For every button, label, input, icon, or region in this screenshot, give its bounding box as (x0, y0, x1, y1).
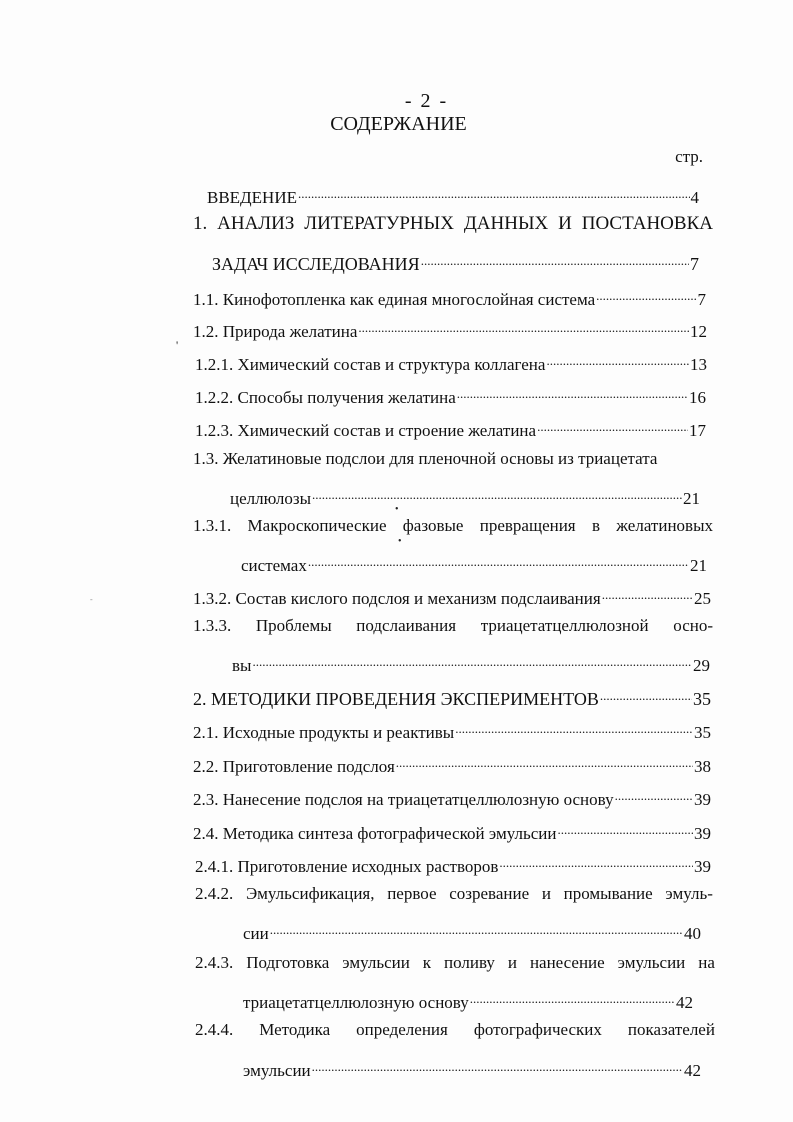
toc-word: осно- (673, 616, 713, 635)
toc-leader-dots (537, 412, 688, 436)
toc-entry-1-3-1-line2 (241, 547, 707, 575)
toc-entry-page: 35 (693, 689, 711, 709)
toc-leader-dots (596, 281, 696, 305)
toc-entry-1-1 (193, 281, 706, 309)
toc-word: 2.4.2. (195, 884, 234, 903)
toc-word: Подготовка (246, 953, 330, 972)
toc-word: триацетатцеллюлозной (480, 616, 649, 635)
toc-entry-page: 38 (694, 757, 711, 776)
toc-leader-dots (455, 714, 693, 738)
toc-word: Проблемы (255, 616, 332, 635)
toc-entry-text: 1.3.2. Состав кислого подслоя и механизм подслаивания (193, 589, 601, 608)
toc-entry-page: 25 (694, 589, 711, 608)
toc-word: 1.3.1. (193, 516, 232, 535)
toc-word: 1.3.3. (193, 616, 232, 635)
toc-entry-text: 1.2. Природа желатина (193, 322, 358, 341)
page-number: - 2 - (404, 90, 449, 112)
toc-word: Эмульсификация, (245, 884, 375, 903)
toc-entry-text: эмульсии (243, 1061, 311, 1080)
toc-entry-text: сии (243, 924, 269, 943)
toc-entry-text: целлюлозы (230, 489, 312, 508)
toc-word: первое (387, 884, 437, 903)
toc-leader-dots (600, 681, 692, 705)
toc-leader-dots (396, 748, 693, 772)
toc-leader-dots (252, 647, 692, 671)
toc-word: ПОСТАНОВКА (581, 213, 713, 234)
toc-entry-2-4-3-line1 (195, 951, 715, 975)
toc-word: фазовые (402, 516, 464, 535)
toc-entry-text: триацетатцеллюлозную основу (243, 993, 469, 1012)
toc-entry-text: 2. МЕТОДИКИ ПРОВЕДЕНИЯ ЭКСПЕРИМЕНТОВ (193, 689, 599, 709)
toc-entry-page: 21 (683, 489, 700, 508)
toc-entry-1-3-2 (193, 580, 711, 608)
toc-entry-1-3-1-line1 (193, 514, 713, 538)
toc-leader-dots (358, 313, 689, 337)
toc-word: фотографических (473, 1020, 602, 1039)
toc-word: созревание (449, 884, 530, 903)
toc-entry-1-3-line1 (193, 447, 713, 471)
toc-word: эмуль- (665, 884, 713, 903)
toc-word: АНАЛИЗ (217, 213, 295, 234)
toc-entry-page: 4 (690, 188, 699, 207)
toc-leader-dots (602, 580, 693, 604)
toc-entry-text: 2.4.1. Приготовление исходных растворов (195, 857, 499, 876)
toc-entry-2-4-4-line1 (195, 1018, 715, 1042)
toc-entry-page: 29 (693, 656, 710, 675)
toc-word: в (591, 516, 600, 535)
toc-entry-2-2 (193, 748, 711, 776)
toc-entry-1-2-2 (195, 379, 706, 407)
toc-entry-text: 2.1. Исходные продукты и реактивы (193, 723, 455, 742)
toc-word: 1. (193, 213, 208, 234)
toc-entry-2-3 (193, 781, 711, 809)
toc-entry-s1-line2 (212, 246, 699, 274)
toc-leader-dots (312, 480, 682, 504)
toc-entry-1-2-1 (195, 346, 707, 374)
toc-entry-page: 40 (684, 924, 701, 943)
toc-word: эмульсии (617, 953, 686, 972)
toc-entry-page: 39 (694, 824, 711, 843)
toc-word: ДАННЫХ (463, 213, 549, 234)
toc-entry-text: 1.2.1. Химический состав и структура коллагена (195, 355, 546, 374)
toc-leader-dots (308, 547, 689, 571)
toc-word: превращения (479, 516, 576, 535)
toc-word: и (541, 884, 551, 903)
scan-speck: • (398, 536, 402, 547)
toc-leader-dots (457, 379, 688, 403)
toc-entry-1-3-3-line1 (193, 614, 713, 638)
toc-leader-dots (615, 781, 693, 805)
toc-leader-dots (499, 848, 693, 872)
toc-entry-text: 2.4. Методика синтеза фотографической эмульсии (193, 824, 557, 843)
toc-word: поливу (444, 953, 495, 972)
toc-word: показателей (627, 1020, 715, 1039)
toc-entry-2-4-4-line2 (243, 1052, 701, 1080)
toc-entry-1-2 (193, 313, 707, 341)
toc-entry-s1-line1 (193, 212, 713, 236)
toc-leader-dots (312, 1052, 683, 1076)
scan-speck: - (90, 595, 93, 604)
page-column-label: стр. (675, 147, 703, 166)
toc-word: на (698, 953, 715, 972)
toc-entry-2-4-2-line1 (195, 882, 713, 906)
toc-entry-page: 7 (697, 290, 706, 309)
toc-entry-page: 17 (689, 421, 706, 440)
toc-entry-text: 1.2.3. Химический состав и строение желатина (195, 421, 537, 440)
toc-leader-dots (470, 984, 675, 1008)
toc-entry-page: 7 (690, 254, 699, 274)
toc-entry-page: 16 (689, 388, 706, 407)
toc-word: И (558, 213, 572, 234)
toc-entry-page: 21 (690, 556, 707, 575)
toc-leader-dots (298, 179, 690, 203)
scan-speck: ' (176, 338, 179, 352)
toc-leader-dots (270, 915, 683, 939)
toc-word: желатиновых (616, 516, 713, 535)
toc-leader-dots (557, 815, 693, 839)
toc-entry-text: ВВЕДЕНИЕ (207, 188, 297, 207)
toc-word: определения (356, 1020, 448, 1039)
toc-word: Методика (259, 1020, 331, 1039)
toc-entry-2-1 (193, 714, 711, 742)
toc-word: 2.4.3. (195, 953, 234, 972)
toc-entry-page: 35 (694, 723, 711, 742)
toc-entry-text: 1.2.2. Способы получения желатина (195, 388, 456, 407)
toc-entry-text: 2.2. Приготовление подслоя (193, 757, 395, 776)
toc-entry-page: 39 (694, 790, 711, 809)
page-title: СОДЕРЖАНИЕ (330, 113, 467, 135)
toc-entry-2-4-1 (195, 848, 711, 876)
toc-entry-1-2-3 (195, 412, 706, 440)
toc-entry-page: 12 (690, 322, 707, 341)
toc-word: 2.4.4. (195, 1020, 234, 1039)
toc-word: нанесение (529, 953, 605, 972)
toc-word: подслаивания (356, 616, 457, 635)
toc-entry-text: 1.1. Кинофотопленка как единая многослойная система (193, 290, 596, 309)
toc-entry-page: 42 (684, 1061, 701, 1080)
toc-entry-text: 2.3. Нанесение подслоя на триацетатцеллюлозную основу (193, 790, 614, 809)
toc-leader-dots (546, 346, 689, 370)
toc-entry-page: 42 (676, 993, 693, 1012)
toc-entry-intro (207, 179, 699, 207)
toc-entry-text: 1.3. Желатиновые подслои для пленочной основы из триацетата (193, 449, 658, 468)
toc-entry-text: ЗАДАЧ ИССЛЕДОВАНИЯ (212, 254, 420, 274)
toc-entry-2-4 (193, 815, 711, 843)
toc-entry-1-3-3-line2 (232, 647, 710, 675)
toc-entry-2-4-2-line2 (243, 915, 701, 943)
toc-word: эмульсии (342, 953, 410, 972)
toc-entry-text: вы (232, 656, 252, 675)
toc-entry-1-3-line2 (230, 480, 700, 508)
toc-entry-page: 13 (690, 355, 707, 374)
toc-word: к (422, 953, 432, 972)
toc-word: Макроскопические (247, 516, 387, 535)
toc-leader-dots (421, 246, 689, 270)
toc-entry-page: 39 (694, 857, 711, 876)
toc-entry-text: системах (241, 556, 307, 575)
toc-entry-2-4-3-line2 (243, 984, 693, 1012)
toc-word: и (507, 953, 517, 972)
toc-entry-2 (193, 681, 711, 709)
scan-speck: • (395, 504, 399, 515)
toc-word: ЛИТЕРАТУРНЫХ (304, 213, 454, 234)
toc-word: промывание (563, 884, 653, 903)
